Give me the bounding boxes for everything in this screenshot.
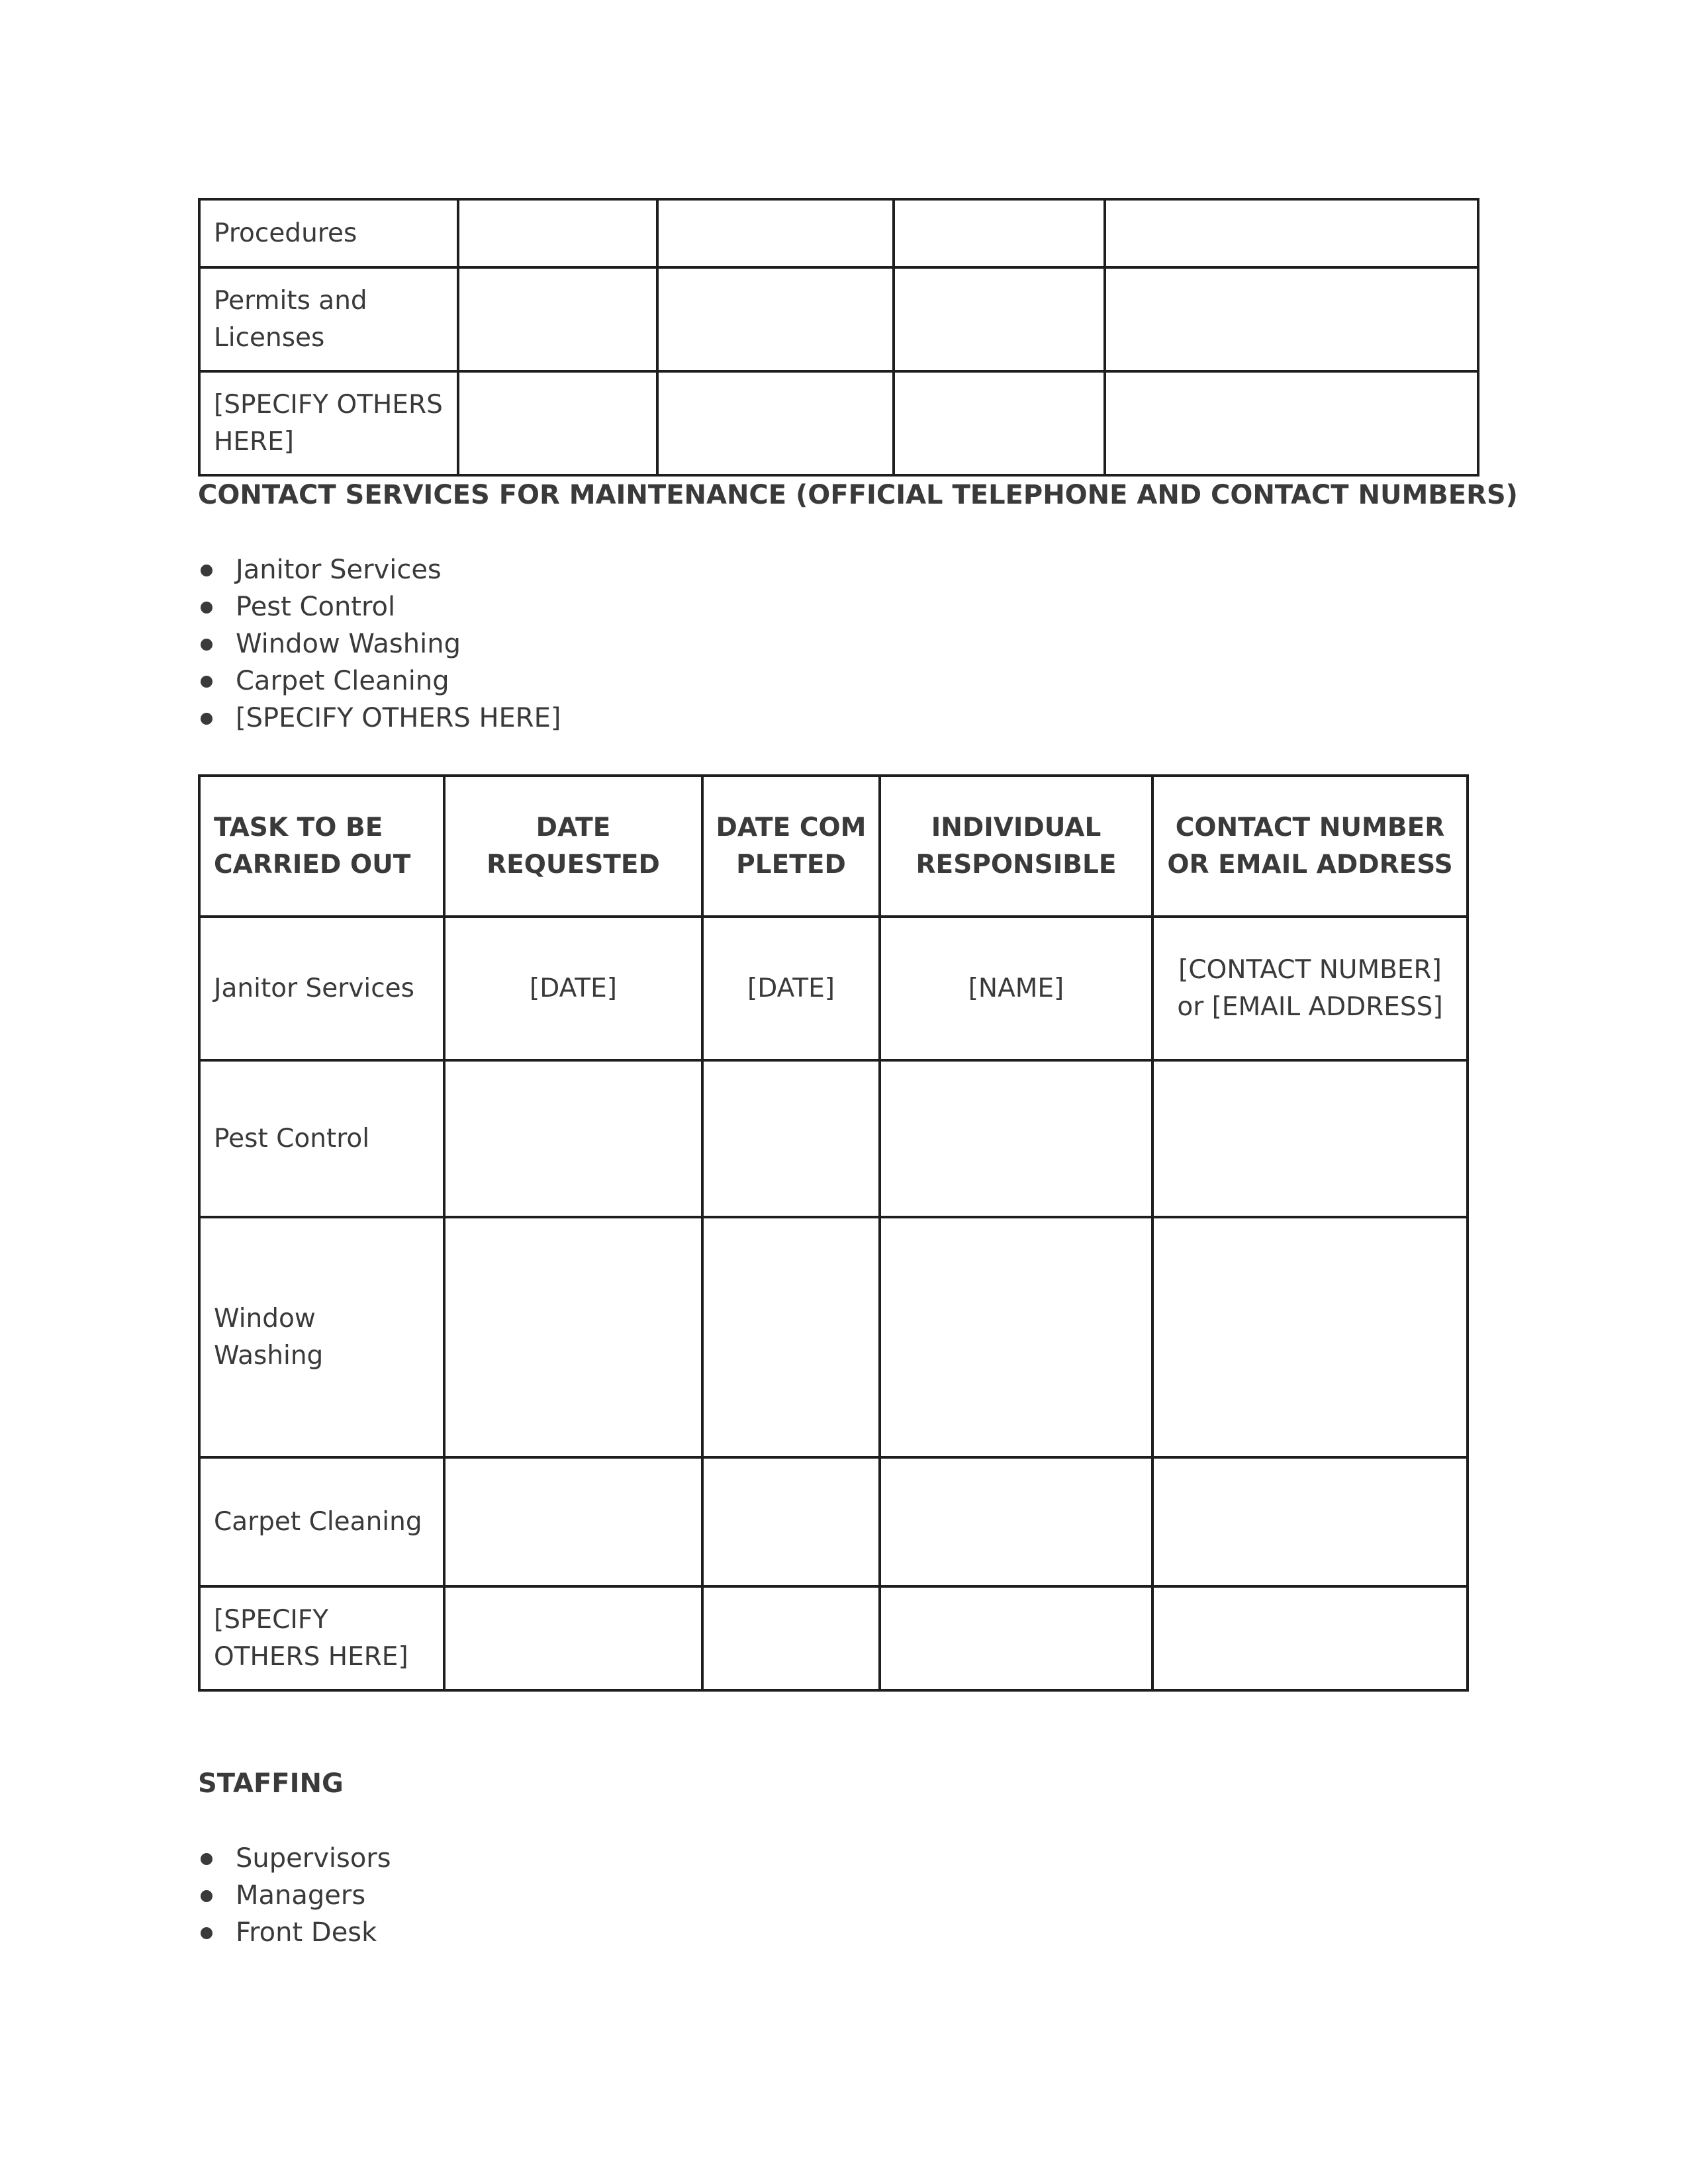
maintenance-tracking-table — [198, 774, 1469, 1692]
date-completed-cell[interactable] — [702, 1217, 880, 1457]
date-completed-cell[interactable] — [702, 1457, 880, 1586]
date-requested-cell[interactable] — [444, 1586, 702, 1690]
header-date-requested: DATE REQUESTED — [444, 776, 702, 917]
header-task: TASK TO BE CARRIED OUT — [199, 776, 444, 917]
contact-cell[interactable]: [CONTACT NUMBER] or [EMAIL ADDRESS] — [1152, 917, 1468, 1060]
bullet-icon — [201, 1853, 212, 1865]
list-item-label: Supervisors — [236, 1843, 391, 1874]
contact-cell[interactable] — [1152, 1457, 1468, 1586]
table-row — [199, 1060, 1468, 1217]
date-completed-cell[interactable] — [702, 1060, 880, 1217]
bullet-icon — [201, 1890, 212, 1902]
individual-cell[interactable] — [880, 1586, 1152, 1690]
table-row — [199, 917, 1468, 1060]
list-item-label: [SPECIFY OTHERS HERE] — [236, 703, 561, 733]
task-cell: [SPECIFY OTHERS HERE] — [199, 1586, 444, 1690]
contact-cell[interactable] — [1152, 1217, 1468, 1457]
list-item — [198, 662, 561, 700]
table-cell[interactable] — [657, 371, 894, 475]
contact-services-list — [198, 551, 561, 737]
table-cell[interactable] — [1105, 199, 1478, 267]
list-item — [198, 1914, 391, 1951]
individual-cell[interactable] — [880, 1060, 1152, 1217]
list-item — [198, 625, 561, 662]
list-item-label: Window Washing — [236, 629, 461, 659]
list-item-label: Managers — [236, 1880, 366, 1911]
bullet-icon — [201, 1927, 212, 1939]
row-label: [SPECIFY OTHERS HERE] — [199, 371, 458, 475]
table-cell[interactable] — [458, 267, 657, 371]
table-cell[interactable] — [894, 267, 1105, 371]
task-cell: Janitor Services — [199, 917, 444, 1060]
table-cell[interactable] — [458, 371, 657, 475]
table-row — [199, 1217, 1468, 1457]
table-row — [199, 199, 1478, 267]
task-cell: Window Washing — [199, 1217, 444, 1457]
table-row — [199, 267, 1478, 371]
bullet-icon — [201, 713, 212, 725]
contact-cell[interactable] — [1152, 1060, 1468, 1217]
date-requested-cell[interactable]: [DATE] — [444, 917, 702, 1060]
bullet-icon — [201, 639, 212, 651]
date-requested-cell[interactable] — [444, 1457, 702, 1586]
individual-cell[interactable]: [NAME] — [880, 917, 1152, 1060]
row-label: Procedures — [199, 199, 458, 267]
date-completed-cell[interactable] — [702, 1586, 880, 1690]
date-requested-cell[interactable] — [444, 1060, 702, 1217]
list-item — [198, 1840, 391, 1877]
list-item — [198, 1877, 391, 1914]
table-header-row — [199, 776, 1468, 917]
table-row — [199, 371, 1478, 475]
contact-cell[interactable] — [1152, 1586, 1468, 1690]
table-cell[interactable] — [657, 199, 894, 267]
date-requested-cell[interactable] — [444, 1217, 702, 1457]
header-date-completed: DATE COMPLETED — [702, 776, 880, 917]
bullet-icon — [201, 565, 212, 576]
table-cell[interactable] — [657, 267, 894, 371]
list-item-label: Front Desk — [236, 1917, 377, 1948]
table-cell[interactable] — [894, 199, 1105, 267]
individual-cell[interactable] — [880, 1217, 1152, 1457]
header-contact: CONTACT NUMBER OR EMAIL ADDRESS — [1152, 776, 1468, 917]
list-item — [198, 700, 561, 737]
task-cell: Pest Control — [199, 1060, 444, 1217]
list-item-label: Pest Control — [236, 592, 396, 622]
table-cell[interactable] — [458, 199, 657, 267]
task-cell: Carpet Cleaning — [199, 1457, 444, 1586]
table-cell[interactable] — [1105, 371, 1478, 475]
header-individual-responsible: INDIVIDUAL RESPONSIBLE — [880, 776, 1152, 917]
list-item — [198, 551, 561, 588]
requirements-table — [198, 198, 1479, 477]
bullet-icon — [201, 602, 212, 614]
table-cell[interactable] — [1105, 267, 1478, 371]
date-completed-cell[interactable]: [DATE] — [702, 917, 880, 1060]
staffing-heading: STAFFING — [198, 1768, 344, 1799]
list-item-label: Carpet Cleaning — [236, 666, 449, 696]
individual-cell[interactable] — [880, 1457, 1152, 1586]
row-label: Permits and Licenses — [199, 267, 458, 371]
staffing-list — [198, 1840, 391, 1951]
list-item — [198, 588, 561, 625]
table-cell[interactable] — [894, 371, 1105, 475]
list-item-label: Janitor Services — [236, 555, 442, 585]
contact-services-heading: CONTACT SERVICES FOR MAINTENANCE (OFFICIAL TELEPHONE AND CONTACT NUMBERS) — [198, 480, 1518, 510]
table-row — [199, 1457, 1468, 1586]
table-row — [199, 1586, 1468, 1690]
bullet-icon — [201, 676, 212, 688]
